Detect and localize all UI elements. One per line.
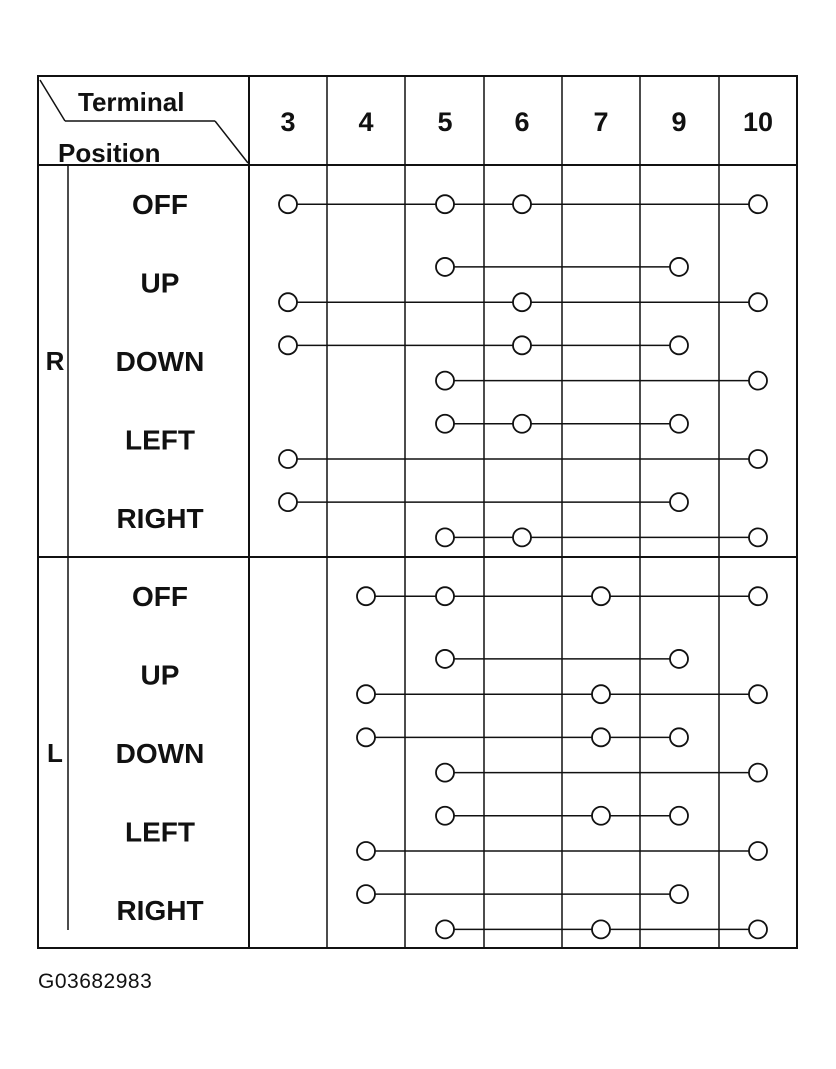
terminal-header-10: 10 bbox=[742, 107, 774, 137]
terminal-node-6 bbox=[513, 415, 531, 433]
diagram-code: G03682983 bbox=[38, 970, 153, 993]
terminal-header-label: Terminal bbox=[78, 87, 185, 117]
terminal-node-5 bbox=[436, 258, 454, 276]
side-label: L bbox=[47, 738, 63, 768]
position-label: RIGHT bbox=[116, 502, 204, 534]
group-L bbox=[47, 581, 767, 938]
terminal-node-10 bbox=[749, 764, 767, 782]
terminal-node-7 bbox=[592, 587, 610, 605]
terminal-node-10 bbox=[749, 372, 767, 390]
position-row-off bbox=[132, 581, 767, 612]
position-label: UP bbox=[140, 267, 180, 299]
terminal-node-9 bbox=[670, 493, 688, 511]
position-row-down bbox=[116, 728, 767, 781]
terminal-node-9 bbox=[670, 728, 688, 746]
terminal-node-5 bbox=[436, 764, 454, 782]
terminal-node-10 bbox=[749, 842, 767, 860]
position-row-left bbox=[125, 415, 767, 468]
position-label: OFF bbox=[132, 189, 188, 221]
terminal-node-9 bbox=[670, 336, 688, 354]
position-label: LEFT bbox=[125, 816, 195, 848]
position-row-right bbox=[116, 885, 767, 938]
terminal-node-7 bbox=[592, 920, 610, 938]
terminal-node-9 bbox=[670, 807, 688, 825]
terminal-node-4 bbox=[357, 685, 375, 703]
position-row-right bbox=[116, 493, 767, 546]
terminal-header-7: 7 bbox=[593, 107, 609, 137]
terminal-node-6 bbox=[513, 336, 531, 354]
terminal-node-5 bbox=[436, 587, 454, 605]
position-label: UP bbox=[140, 659, 180, 691]
terminal-node-4 bbox=[357, 587, 375, 605]
terminal-node-10 bbox=[749, 920, 767, 938]
terminal-node-6 bbox=[513, 195, 531, 213]
position-row-down bbox=[116, 336, 767, 389]
terminal-node-5 bbox=[436, 195, 454, 213]
terminal-node-5 bbox=[436, 650, 454, 668]
terminal-node-5 bbox=[436, 528, 454, 546]
position-row-up bbox=[141, 258, 767, 311]
terminal-node-10 bbox=[749, 528, 767, 546]
terminal-header-5: 5 bbox=[437, 107, 453, 137]
terminal-node-10 bbox=[749, 685, 767, 703]
terminal-header-6: 6 bbox=[514, 107, 530, 137]
position-row-left bbox=[125, 807, 767, 860]
terminal-node-9 bbox=[670, 885, 688, 903]
terminal-node-7 bbox=[592, 685, 610, 703]
position-label: DOWN bbox=[115, 738, 205, 769]
terminal-node-9 bbox=[670, 258, 688, 276]
terminal-node-5 bbox=[436, 372, 454, 390]
position-label: RIGHT bbox=[116, 894, 204, 926]
terminal-header-3: 3 bbox=[280, 107, 296, 137]
header-corner bbox=[40, 80, 248, 168]
terminal-node-10 bbox=[749, 450, 767, 468]
terminal-header-4: 4 bbox=[358, 107, 374, 137]
terminal-node-5 bbox=[436, 920, 454, 938]
position-label: LEFT bbox=[125, 424, 195, 456]
terminal-node-5 bbox=[436, 807, 454, 825]
terminal-node-6 bbox=[513, 293, 531, 311]
terminal-node-4 bbox=[357, 885, 375, 903]
terminal-node-10 bbox=[749, 293, 767, 311]
position-label: DOWN bbox=[115, 346, 205, 377]
terminal-node-6 bbox=[513, 528, 531, 546]
position-row-up bbox=[141, 650, 767, 703]
terminal-node-9 bbox=[670, 415, 688, 433]
terminal-node-9 bbox=[670, 650, 688, 668]
terminal-node-4 bbox=[357, 728, 375, 746]
terminal-node-10 bbox=[749, 195, 767, 213]
terminal-node-3 bbox=[279, 195, 297, 213]
terminal-node-10 bbox=[749, 587, 767, 605]
position-header-label: Position bbox=[58, 138, 161, 168]
terminal-header-9: 9 bbox=[671, 107, 687, 137]
position-label: OFF bbox=[132, 581, 188, 613]
position-rows bbox=[46, 189, 767, 938]
terminal-node-4 bbox=[357, 842, 375, 860]
terminal-node-3 bbox=[279, 293, 297, 311]
terminal-node-7 bbox=[592, 728, 610, 746]
side-label: R bbox=[45, 346, 65, 376]
terminal-node-5 bbox=[436, 415, 454, 433]
terminal-node-7 bbox=[592, 807, 610, 825]
group-R bbox=[46, 189, 767, 546]
terminal-headers bbox=[280, 107, 773, 137]
terminal-node-3 bbox=[279, 336, 297, 354]
terminal-node-3 bbox=[279, 493, 297, 511]
position-row-off bbox=[132, 189, 767, 220]
terminal-node-3 bbox=[279, 450, 297, 468]
